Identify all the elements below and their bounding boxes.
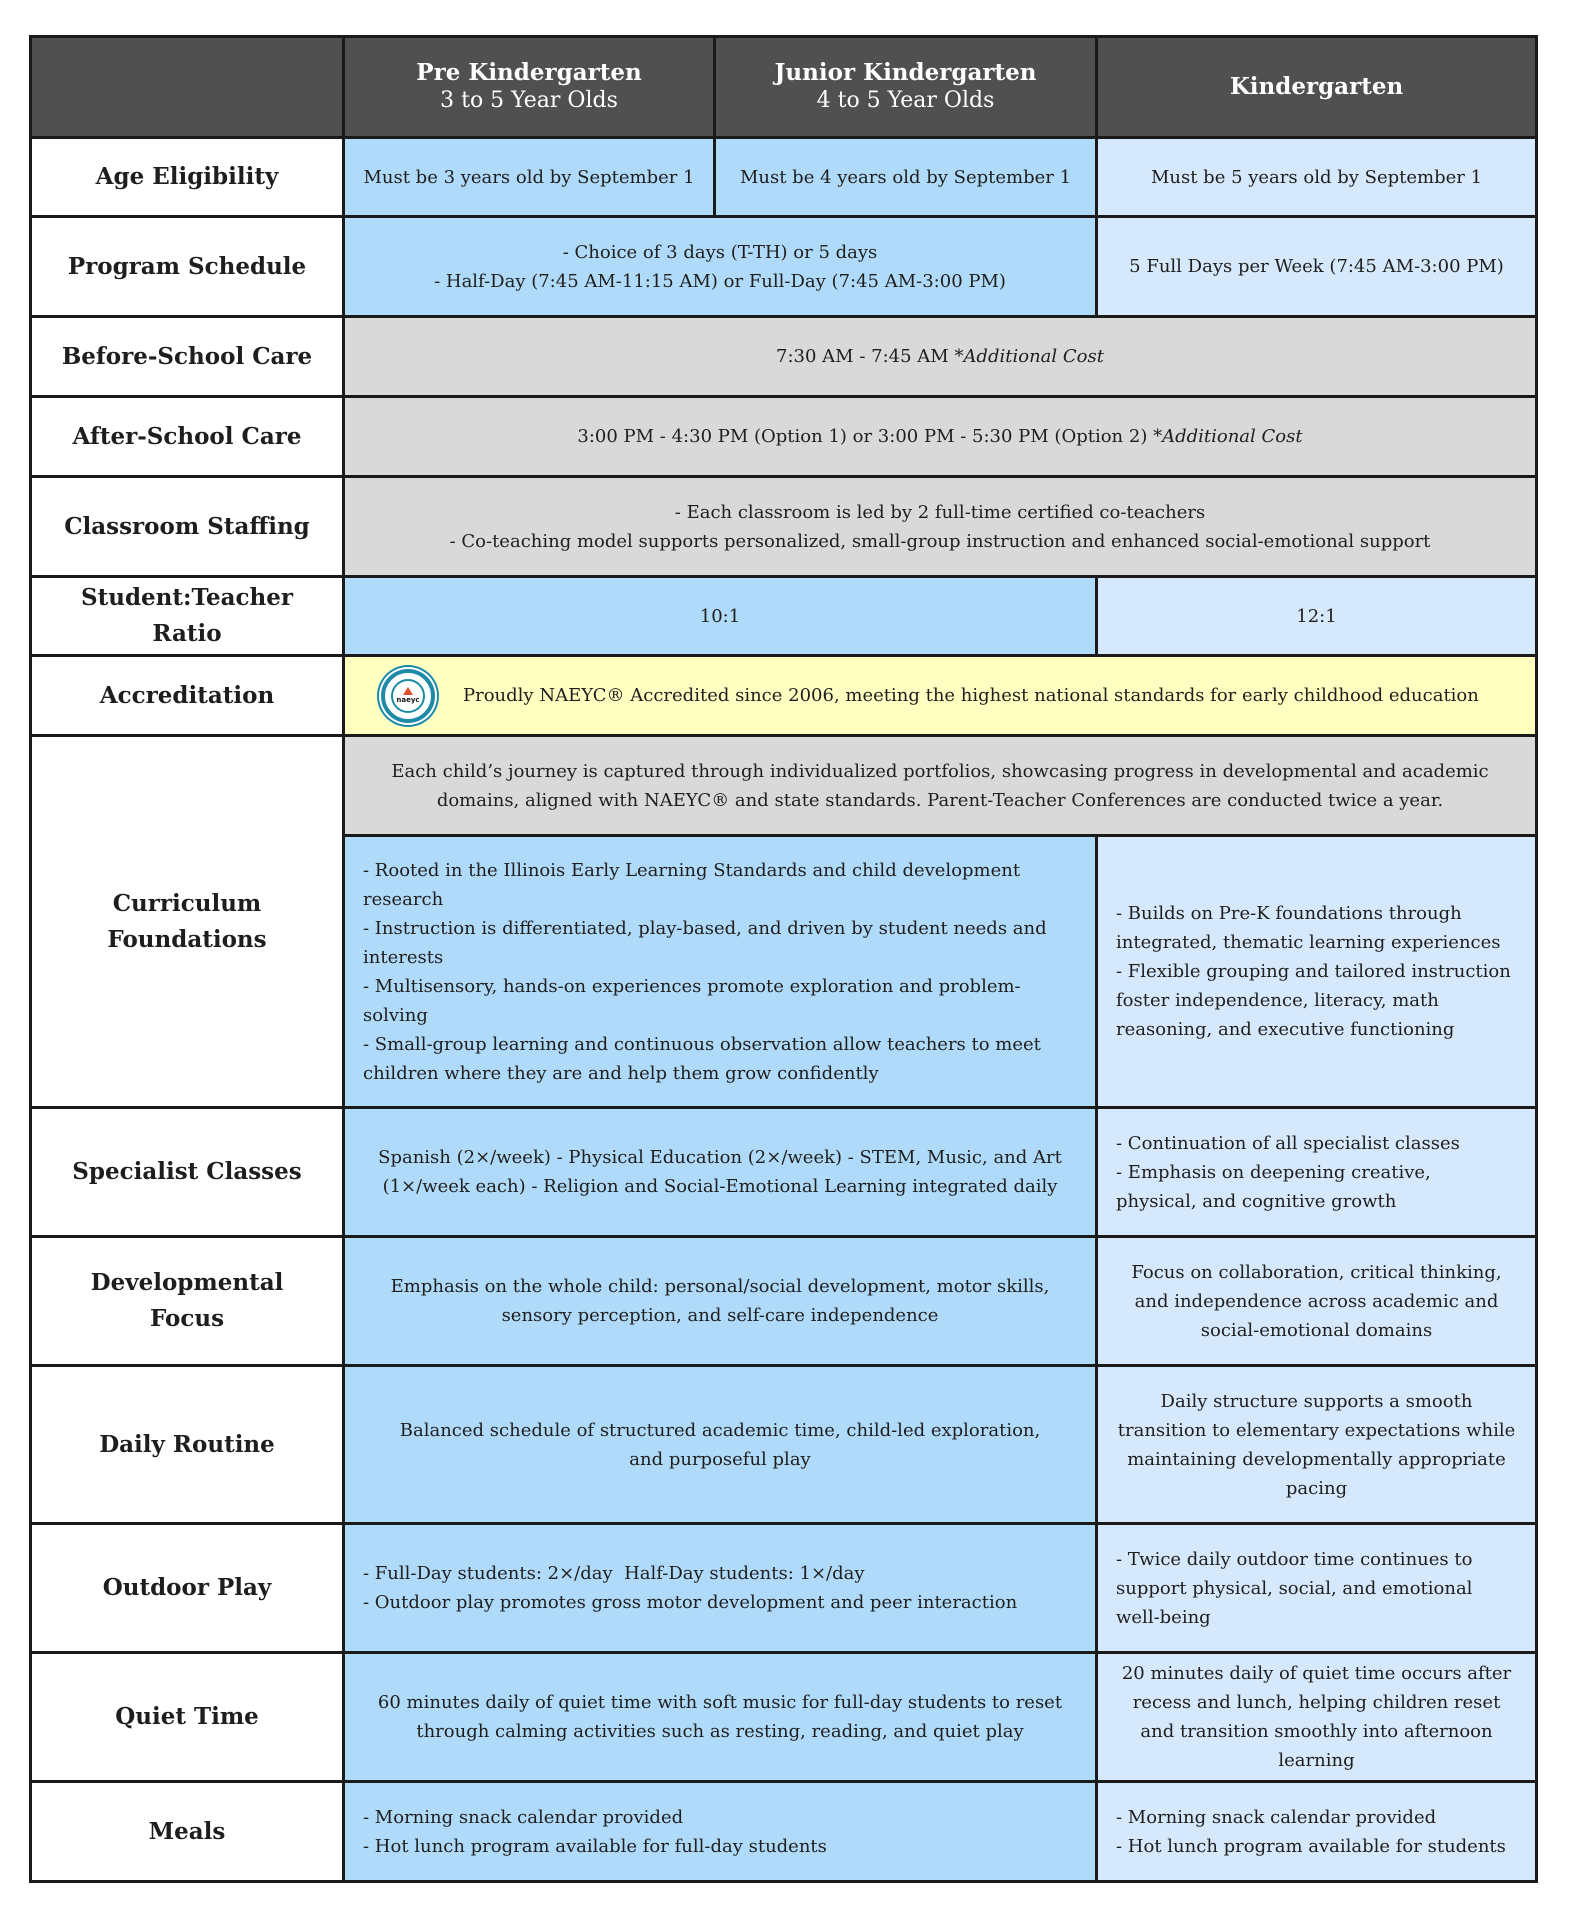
row-label: Age Eligibility xyxy=(31,138,344,217)
program-comparison-table xyxy=(29,35,1538,1883)
row-accreditation xyxy=(31,656,1537,736)
row-daily-routine xyxy=(31,1366,1537,1524)
text-line: - Morning snack calendar provided xyxy=(363,1806,684,1828)
row-label: Daily Routine xyxy=(31,1366,344,1524)
cell-prek-jk xyxy=(344,836,1097,1108)
row-developmental-focus xyxy=(31,1237,1537,1366)
row-label xyxy=(31,736,344,1108)
cell-k: Daily structure supports a smooth transition to elementary expectations while maintaining developmentally appropriate pacing xyxy=(1097,1366,1537,1524)
cell-prek-jk: Spanish (2×/week) - Physical Education (2×/week) - STEM, Music, and Art (1×/week each) - Religion and Social-Emotional Learning integrated daily xyxy=(344,1108,1097,1237)
row-classroom-staffing xyxy=(31,477,1537,577)
time-range: 7:30 AM - 7:45 AM xyxy=(776,346,955,367)
cell-prek-jk: 10:1 xyxy=(344,577,1097,656)
cell-k xyxy=(1097,836,1537,1108)
text-line: - Choice of 3 days (T-TH) or 5 days xyxy=(562,241,878,263)
cell-k: Focus on collaboration, critical thinking, and independence across academic and social-emotional domains xyxy=(1097,1237,1537,1366)
row-label: Accreditation xyxy=(31,656,344,736)
row-outdoor-play xyxy=(31,1524,1537,1653)
cell-prek: Must be 3 years old by September 1 xyxy=(344,138,715,217)
cell-k xyxy=(1097,1108,1537,1237)
text-line: - Hot lunch program available for full-day students xyxy=(363,1835,827,1857)
text-line: - Hot lunch program available for students xyxy=(1116,1835,1506,1857)
text-line: - Outdoor play promotes gross motor development and peer interaction xyxy=(363,1592,1018,1613)
cell-all-programs: Each child’s journey is captured through individualized portfolios, showcasing progress in developmental and academic domains, aligned with NAEYC® and state standards. Parent-Teacher Conferences are conducted twice a year. xyxy=(344,736,1537,836)
header-title: Junior Kindergarten xyxy=(774,59,1037,86)
text-line: - Full-Day students: 2×/day Half-Day students: 1×/day xyxy=(363,1563,865,1584)
text-line: - Multisensory, hands-on experiences promote exploration and problem-solving xyxy=(363,975,1021,1026)
text-line: - Half-Day (7:45 AM-11:15 AM) or Full-Day (7:45 AM-3:00 PM) xyxy=(434,270,1006,292)
row-curriculum-portfolios xyxy=(31,736,1537,836)
row-after-school-care xyxy=(31,397,1537,477)
row-age-eligibility xyxy=(31,138,1537,217)
header-corner xyxy=(31,37,344,138)
cell-prek-jk: 60 minutes daily of quiet time with soft music for full-day students to reset through calming activities such as resting, reading, and quiet play xyxy=(344,1653,1097,1782)
header-row xyxy=(31,37,1537,138)
header-subtitle: 4 to 5 Year Olds xyxy=(816,88,995,113)
cell-all-programs xyxy=(344,656,1537,736)
text-line: - Flexible grouping and tailored instruction foster independence, literacy, math reasoning, and executive functioning xyxy=(1116,961,1511,1040)
label-line: Foundations xyxy=(107,925,267,953)
cell-k: 12:1 xyxy=(1097,577,1537,656)
row-meals xyxy=(31,1782,1537,1882)
cell-k: 20 minutes daily of quiet time occurs after recess and lunch, helping children reset and transition smoothly into afternoon learning xyxy=(1097,1653,1537,1782)
cell-all-programs xyxy=(344,397,1537,477)
text-line: - Continuation of all specialist classes xyxy=(1116,1132,1460,1154)
header-junior-kindergarten xyxy=(715,37,1097,138)
cell-k: Must be 5 years old by September 1 xyxy=(1097,138,1537,217)
text-line: - Builds on Pre-K foundations through integrated, thematic learning experiences xyxy=(1116,903,1501,953)
row-label: Specialist Classes xyxy=(31,1108,344,1237)
text-line: - Instruction is differentiated, play-based, and driven by student needs and interests xyxy=(363,917,1047,968)
cell-k: - Twice daily outdoor time continues to support physical, social, and emotional well-being xyxy=(1097,1524,1537,1653)
additional-cost-note: *Additional Cost xyxy=(1153,426,1303,447)
cell-all-programs xyxy=(344,317,1537,397)
naeyc-badge-icon xyxy=(381,669,435,723)
header-kindergarten xyxy=(1097,37,1537,138)
label-line: Curriculum xyxy=(112,889,262,917)
row-label: Program Schedule xyxy=(31,217,344,317)
row-specialist-classes xyxy=(31,1108,1537,1237)
row-label: Outdoor Play xyxy=(31,1524,344,1653)
row-quiet-time xyxy=(31,1653,1537,1782)
row-label: Classroom Staffing xyxy=(31,477,344,577)
cell-k xyxy=(1097,1782,1537,1882)
row-label: Meals xyxy=(31,1782,344,1882)
text-line: - Each classroom is led by 2 full-time certified co-teachers xyxy=(674,501,1206,523)
row-before-school-care xyxy=(31,317,1537,397)
header-pre-kindergarten xyxy=(344,37,715,138)
additional-cost-note: *Additional Cost xyxy=(954,346,1104,367)
row-student-teacher-ratio xyxy=(31,577,1537,656)
cell-prek-jk xyxy=(344,217,1097,317)
row-label: Student:Teacher Ratio xyxy=(31,577,344,656)
header-title: Kindergarten xyxy=(1229,73,1404,100)
naeyc-badge-inner xyxy=(391,679,425,713)
cell-prek-jk: Balanced schedule of structured academic time, child-led exploration, and purposeful play xyxy=(344,1366,1097,1524)
header-title: Pre Kindergarten xyxy=(416,59,642,86)
row-program-schedule xyxy=(31,217,1537,317)
text-line: - Emphasis on deepening creative, physical, and cognitive growth xyxy=(1116,1161,1431,1212)
naeyc-badge-text: naeyc xyxy=(396,696,420,704)
text-line: - Rooted in the Illinois Early Learning Standards and child development research xyxy=(363,859,1021,910)
row-label: Developmental Focus xyxy=(31,1237,344,1366)
cell-prek-jk xyxy=(344,1782,1097,1882)
row-label: Quiet Time xyxy=(31,1653,344,1782)
text-line: - Morning snack calendar provided xyxy=(1116,1806,1437,1828)
time-range: 3:00 PM - 4:30 PM (Option 1) or 3:00 PM - 5:30 PM (Option 2) xyxy=(577,426,1154,447)
text-line: - Small-group learning and continuous observation allow teachers to meet children where they are and help them grow confidently xyxy=(363,1033,1041,1084)
cell-k: 5 Full Days per Week (7:45 AM-3:00 PM) xyxy=(1097,217,1537,317)
naeyc-mark-icon xyxy=(403,687,413,695)
row-label: After-School Care xyxy=(31,397,344,477)
accreditation-content xyxy=(363,669,1517,723)
text-line: - Co-teaching model supports personalized, small-group instruction and enhanced social-emotional support xyxy=(449,530,1431,552)
cell-all-programs xyxy=(344,477,1537,577)
cell-prek-jk: Emphasis on the whole child: personal/social development, motor skills, sensory perception, and self-care independence xyxy=(344,1237,1097,1366)
cell-jk: Must be 4 years old by September 1 xyxy=(715,138,1097,217)
cell-prek-jk xyxy=(344,1524,1097,1653)
header-subtitle: 3 to 5 Year Olds xyxy=(440,88,618,113)
accreditation-text: Proudly NAEYC® Accredited since 2006, meeting the highest national standards for early childhood education xyxy=(463,685,1479,706)
row-label: Before-School Care xyxy=(31,317,344,397)
